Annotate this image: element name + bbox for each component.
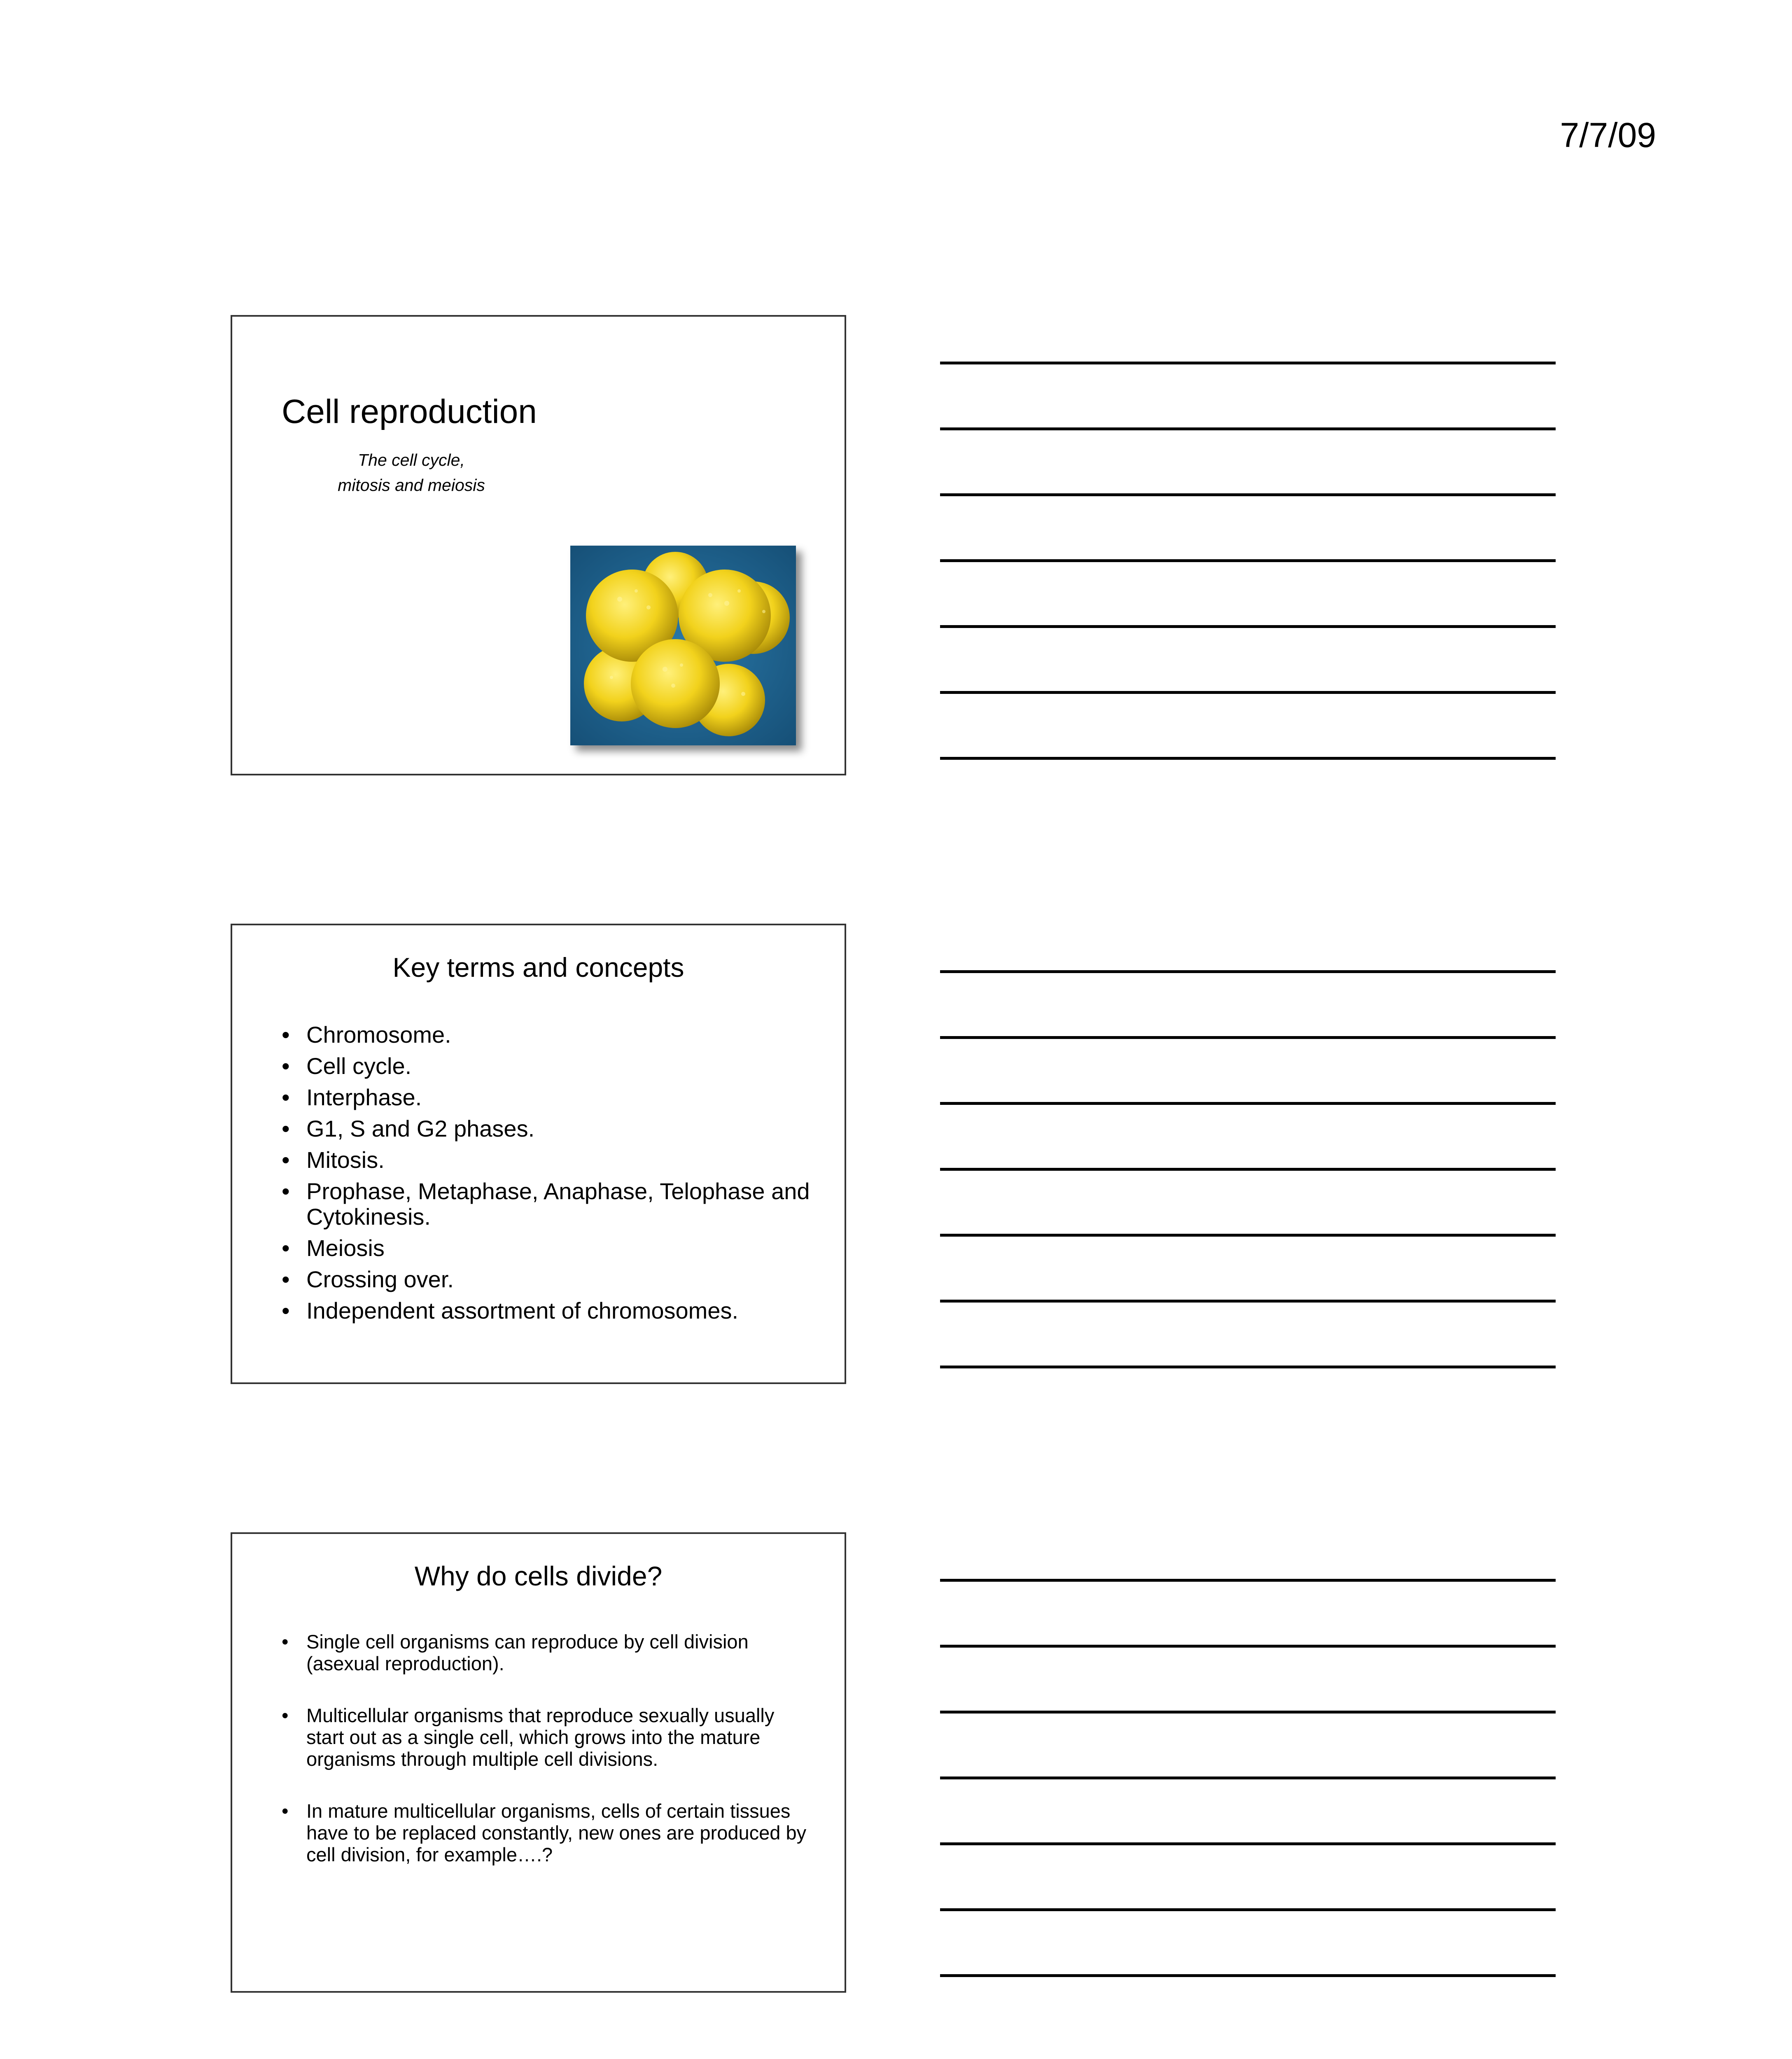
- note-line[interactable]: [940, 559, 1556, 562]
- note-lines: [940, 970, 1556, 1431]
- subtitle-line: mitosis and meiosis: [338, 476, 485, 495]
- slide-why-cells-divide: [231, 1532, 846, 1993]
- note-line[interactable]: [940, 362, 1556, 364]
- bullet-glyph: •: [282, 1235, 290, 1261]
- bullet-text: Multicellular organisms that reproduce sexually usually start out as a single cell, which grows into the mature organisms through multiple cell divisions.: [306, 1704, 775, 1770]
- bullet-item: [282, 1179, 813, 1230]
- bullet-text: Chromosome.: [306, 1022, 451, 1048]
- bullet-text: Single cell organisms can reproduce by cell division (asexual reproduction).: [306, 1631, 749, 1674]
- bullet-glyph: •: [282, 1147, 290, 1173]
- bullet-glyph: •: [282, 1178, 290, 1204]
- slide-title: Why do cells divide?: [414, 1561, 663, 1591]
- bullet-text: G1, S and G2 phases.: [306, 1116, 535, 1142]
- note-line[interactable]: [940, 1300, 1556, 1303]
- note-line[interactable]: [940, 970, 1556, 973]
- note-line[interactable]: [940, 1974, 1556, 1977]
- bullet-text: Independent assortment of chromosomes.: [306, 1298, 739, 1324]
- note-line[interactable]: [940, 757, 1556, 760]
- bullet-list: [282, 1022, 813, 1329]
- note-line[interactable]: [940, 1168, 1556, 1171]
- note-line[interactable]: [940, 493, 1556, 496]
- subtitle-line: The cell cycle,: [358, 451, 465, 469]
- slide-subtitle: [321, 448, 502, 498]
- bullet-item: [282, 1800, 813, 1865]
- bullet-glyph: •: [282, 1298, 290, 1324]
- bullet-glyph: •: [282, 1800, 289, 1822]
- slide-cell-reproduction: [231, 315, 846, 775]
- bullet-item: [282, 1085, 813, 1110]
- note-line[interactable]: [940, 625, 1556, 628]
- bullet-text: Crossing over.: [306, 1266, 454, 1292]
- note-line[interactable]: [940, 1908, 1556, 1911]
- bullet-glyph: •: [282, 1704, 289, 1726]
- note-lines: [940, 1579, 1556, 2040]
- note-line[interactable]: [940, 1645, 1556, 1648]
- bullet-text: Meiosis: [306, 1235, 385, 1261]
- bullet-item: [282, 1631, 813, 1674]
- slide-key-terms: [231, 924, 846, 1384]
- bullet-item: [282, 1116, 813, 1142]
- page-date: 7/7/09: [1560, 116, 1656, 154]
- bullet-glyph: •: [282, 1116, 290, 1142]
- slide-title: Key terms and concepts: [392, 952, 684, 983]
- note-line[interactable]: [940, 1234, 1556, 1237]
- bullet-item: [282, 1147, 813, 1173]
- bullet-glyph: •: [282, 1631, 289, 1653]
- bullet-text: In mature multicellular organisms, cells of certain tissues have to be replaced constantly, new ones are produced by cell division, for example….?: [306, 1800, 807, 1865]
- note-line[interactable]: [940, 1036, 1556, 1039]
- bullet-glyph: •: [282, 1022, 290, 1048]
- bullet-text: Cell cycle.: [306, 1053, 412, 1079]
- note-lines: [940, 362, 1556, 823]
- bullet-item: [282, 1298, 813, 1324]
- bullet-glyph: •: [282, 1053, 290, 1079]
- bullet-item: [282, 1704, 813, 1770]
- bullet-item: [282, 1267, 813, 1292]
- cell-cluster-image: [570, 546, 796, 745]
- bullet-text: Mitosis.: [306, 1147, 385, 1173]
- note-line[interactable]: [940, 1842, 1556, 1845]
- slide-title: Cell reproduction: [282, 393, 537, 430]
- note-line[interactable]: [940, 1777, 1556, 1779]
- bullet-glyph: •: [282, 1084, 290, 1110]
- bullet-text: Prophase, Metaphase, Anaphase, Telophase and Cytokinesis.: [306, 1178, 810, 1230]
- note-line[interactable]: [940, 691, 1556, 694]
- bullet-item: [282, 1235, 813, 1261]
- note-line[interactable]: [940, 1366, 1556, 1368]
- bullet-item: [282, 1022, 813, 1048]
- bullet-glyph: •: [282, 1266, 290, 1292]
- note-line[interactable]: [940, 427, 1556, 430]
- note-line[interactable]: [940, 1711, 1556, 1713]
- bullet-text: Interphase.: [306, 1084, 422, 1110]
- bullet-list: [282, 1631, 813, 1896]
- bullet-item: [282, 1053, 813, 1079]
- note-line[interactable]: [940, 1579, 1556, 1582]
- note-line[interactable]: [940, 1102, 1556, 1105]
